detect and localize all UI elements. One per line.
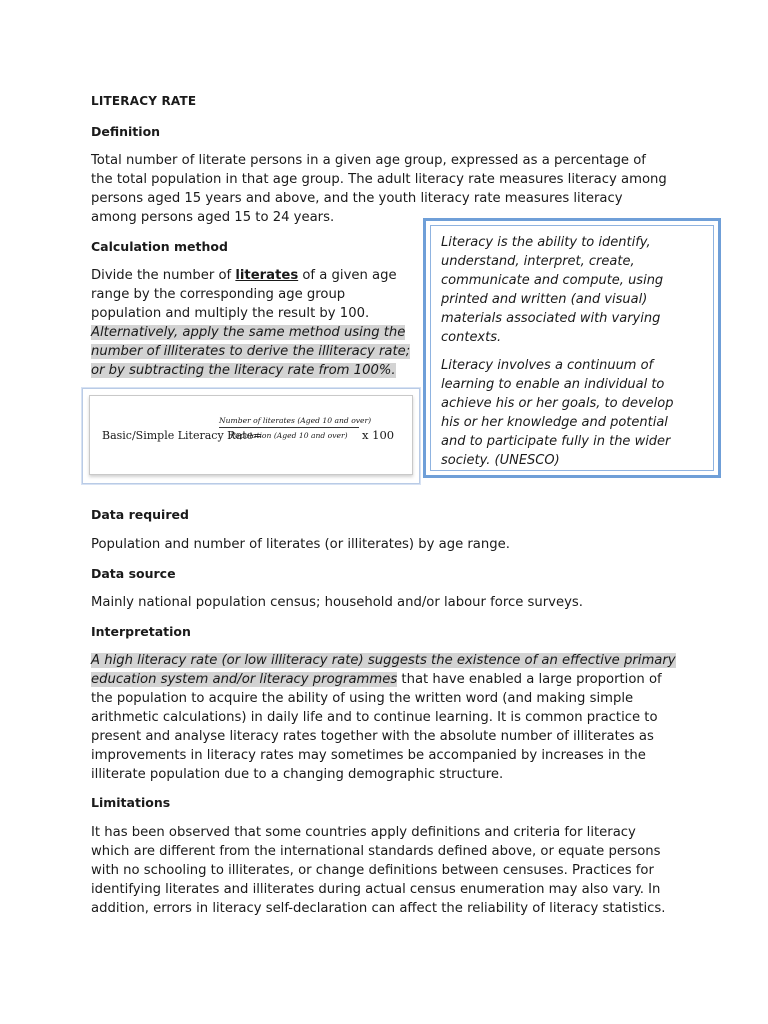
highlighted-line — [91, 342, 410, 361]
highlight-text: Alternatively, apply the same method using the — [91, 325, 406, 340]
text-line: among persons aged 15 to 24 years. — [91, 210, 335, 225]
document-title: LITERACY RATE — [91, 94, 197, 108]
text-line: with no schooling to illiterates, or change definitions between censuses. Practices for — [91, 863, 654, 878]
quote-text — [441, 233, 673, 479]
quote-line: and to participate fully in the wider — [441, 434, 671, 449]
quote-line: Literacy is the ability to identify, — [441, 235, 651, 250]
limitations-heading: Limitations — [91, 795, 171, 810]
formula-panel — [89, 395, 413, 475]
formula-denominator: Population (Aged 10 and over) — [230, 431, 348, 440]
quote-line: printed and written (and visual) — [441, 292, 648, 307]
text-fragment: that have enabled a large proportion of — [397, 672, 662, 687]
text-line: range by the corresponding age group — [91, 287, 346, 302]
formula-label: Basic/Simple Literacy Rate= — [102, 429, 263, 442]
formula-image — [82, 388, 420, 484]
highlight-text: or by subtracting the literacy rate from 100%. — [91, 363, 396, 378]
quote-line: understand, interpret, create, — [441, 254, 635, 269]
text-fragment: Divide the number of — [91, 268, 236, 283]
quote-line: his or her knowledge and potential — [441, 415, 668, 430]
text-line — [91, 670, 676, 689]
quote-line: materials associated with varying — [441, 311, 661, 326]
highlighted-line — [91, 323, 410, 342]
formula-fraction — [219, 416, 372, 440]
text-line: identifying literates and illiterates during actual census enumeration may also vary. In — [91, 882, 661, 897]
underlined-term: literates — [235, 268, 299, 283]
quote-line: society. (UNESCO) — [441, 453, 560, 468]
limitations-paragraph — [91, 823, 666, 918]
interpretation-heading: Interpretation — [91, 624, 191, 639]
data-source-heading: Data source — [91, 566, 176, 581]
highlighted-line — [91, 361, 410, 380]
unesco-quote-box — [423, 218, 721, 478]
quote-paragraph — [441, 356, 673, 470]
text-line: population and multiply the result by 100. — [91, 306, 370, 321]
text-line: improvements in literacy rates may sometimes be accompanied by increases in the — [91, 748, 646, 763]
calculation-heading: Calculation method — [91, 239, 228, 254]
text-line — [91, 266, 410, 285]
highlighted-line — [91, 651, 676, 670]
text-line: addition, errors in literacy self-declaration can affect the reliability of literacy statistics. — [91, 901, 666, 916]
calculation-paragraph — [91, 266, 410, 380]
quote-inner-border — [430, 225, 714, 471]
highlight-text: education system and/or literacy programmes — [91, 672, 398, 687]
data-source-text: Mainly national population census; household and/or labour force surveys. — [91, 595, 583, 610]
definition-paragraph — [91, 151, 667, 227]
highlight-text: A high literacy rate (or low illiteracy rate) suggests the existence of an effective primary — [91, 653, 676, 668]
text-line: which are different from the international standards defined above, or equate persons — [91, 844, 661, 859]
quote-line: achieve his or her goals, to develop — [441, 396, 674, 411]
quote-line: learning to enable an individual to — [441, 377, 665, 392]
text-line: present and analyse literacy rates together with the absolute number of illiterates as — [91, 729, 654, 744]
quote-line: communicate and compute, using — [441, 273, 664, 288]
quote-line: Literacy involves a continuum of — [441, 358, 654, 373]
highlight-text: number of illiterates to derive the illiteracy rate; — [91, 344, 411, 359]
formula-numerator: Number of literates (Aged 10 and over) — [219, 416, 359, 428]
quote-paragraph — [441, 233, 673, 347]
text-fragment: of a given age — [298, 268, 397, 283]
quote-line: contexts. — [441, 330, 502, 345]
data-required-text: Population and number of literates (or illiterates) by age range. — [91, 537, 510, 552]
text-line: arithmetic calculations) in daily life and to continue learning. It is common practice to — [91, 710, 658, 725]
text-line: the population to acquire the ability of using the written word (and making simple — [91, 691, 634, 706]
text-line: persons aged 15 years and above, and the youth literacy rate measures literacy — [91, 191, 623, 206]
text-line: It has been observed that some countries apply definitions and criteria for literacy — [91, 825, 636, 840]
definition-heading: Definition — [91, 124, 161, 139]
text-line: Total number of literate persons in a given age group, expressed as a percentage of — [91, 153, 646, 168]
interpretation-paragraph — [91, 651, 676, 784]
formula-multiplier: x 100 — [362, 428, 395, 442]
text-line: the total population in that age group. The adult literacy rate measures literacy among — [91, 172, 667, 187]
data-required-heading: Data required — [91, 507, 189, 522]
text-line: illiterate population due to a changing demographic structure. — [91, 767, 504, 782]
